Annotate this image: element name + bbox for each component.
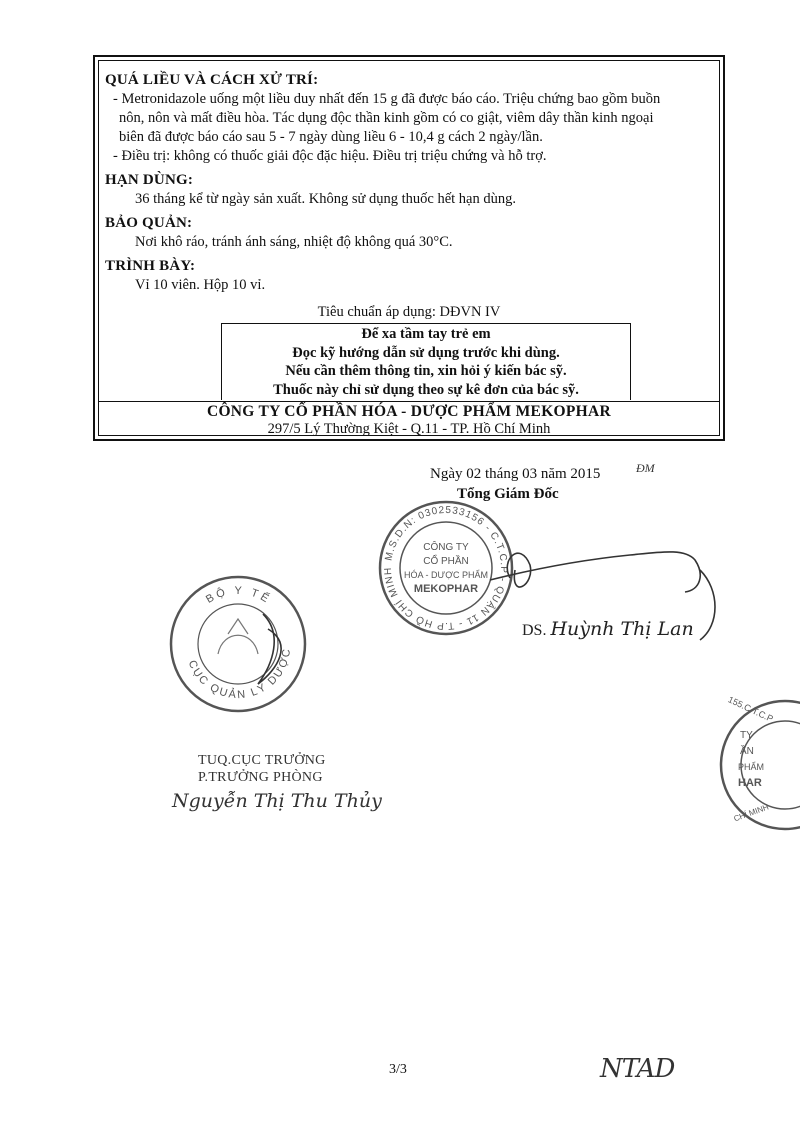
stamp-line-3: HÓA - DƯỢC PHẨM	[404, 570, 488, 580]
corner-initials: NTAD	[600, 1054, 675, 1084]
partial-stamp-line-5: HAR	[738, 777, 762, 789]
overdose-line-2: nôn, nôn và mất điều hòa. Tác dụng độc thần kinh gồm có co giật, viêm dây thần kinh ngoại	[119, 110, 654, 126]
warning-box	[221, 323, 631, 400]
company-stamp-ring: M.S.D.N: 0302533156 - C.T.C.P - QUẬN 11 - T.P HỒ CHÍ MINH	[382, 504, 510, 632]
director-signer	[522, 618, 694, 640]
signer-prefix: DS.	[522, 622, 547, 639]
signer-name: Huỳnh Thị Lan	[550, 618, 694, 640]
packaging-heading: TRÌNH BÀY:	[105, 258, 196, 274]
info-content	[105, 71, 717, 295]
warning-line: Nếu cần thêm thông tin, xin hỏi ý kiến bác sỹ.	[285, 363, 567, 379]
official-line-1: TUQ.CỤC TRƯỞNG	[198, 753, 326, 768]
stamp-line-4: MEKOPHAR	[413, 583, 479, 595]
ministry-stamp-bottom: CỤC QUẢN LÝ DƯỢC	[185, 646, 294, 702]
signature-date: Ngày 02 tháng 03 năm 2015	[430, 466, 601, 482]
overdose-line-1: - Metronidazole uống một liều duy nhất đến 15 g đã được báo cáo. Triệu chứng bao gồm buồn	[113, 91, 661, 107]
partial-stamp-line-4: PHẨM	[738, 762, 765, 772]
company-address: 297/5 Lý Thường Kiệt - Q.11 - TP. Hồ Chí Minh	[267, 421, 551, 437]
ministry-stamp-icon	[168, 574, 308, 714]
applied-standard: Tiêu chuẩn áp dụng: DĐVN IV	[317, 304, 501, 320]
director-signature-icon	[470, 530, 730, 670]
stamp-line-2: CỔ PHẦN	[423, 556, 469, 567]
official-title	[198, 752, 326, 786]
official-signature: Nguyễn Thị Thu Thủy	[172, 790, 382, 812]
partial-stamp-icon	[710, 690, 800, 840]
warning-line: Để xa tầm tay trẻ em	[361, 326, 491, 342]
svg-text:BỘ Y TẾ	[204, 585, 274, 607]
stamp-line-1: CÔNG TY	[423, 542, 469, 553]
partial-stamp-line-2: TY	[740, 730, 753, 741]
date-initials: ĐM	[636, 461, 655, 475]
overdose-heading: QUÁ LIỀU VÀ CÁCH XỬ TRÍ:	[105, 72, 319, 88]
storage-heading: BẢO QUẢN:	[105, 215, 193, 231]
company-band	[99, 401, 719, 438]
partial-stamp-line-1: 155.C.T.C.P	[726, 694, 775, 724]
warning-line: Thuốc này chỉ sử dụng theo sự kê đơn của bác sỹ.	[273, 381, 579, 398]
overdose-line-4: - Điều trị: không có thuốc giải độc đặc hiệu. Điều trị triệu chứng và hỗ trợ.	[113, 148, 547, 164]
ministry-stamp-top: BỘ Y TẾ	[204, 584, 274, 607]
expiry-heading: HẠN DÙNG:	[105, 172, 194, 188]
partial-stamp-line-3: ẦN	[740, 746, 754, 757]
official-line-2: P.TRƯỞNG PHÒNG	[198, 770, 323, 785]
director-title: Tổng Giám Đốc	[457, 486, 559, 502]
packaging-text: Vỉ 10 viên. Hộp 10 vỉ.	[135, 277, 266, 293]
warning-line: Đọc kỹ hướng dẫn sử dụng trước khi dùng.	[292, 344, 560, 361]
overdose-line-3: biên đã được báo cáo sau 5 - 7 ngày dùng liều 6 - 10,4 g cách 2 ngày/lần.	[119, 129, 543, 145]
storage-text: Nơi khô ráo, tránh ánh sáng, nhiệt độ không quá 30°C.	[135, 234, 453, 250]
product-info-box	[93, 55, 725, 441]
expiry-text: 36 tháng kể từ ngày sản xuất. Không sử dụng thuốc hết hạn dùng.	[135, 191, 516, 207]
product-info-inner	[98, 60, 720, 436]
partial-stamp-line-6: CHÍ MINH	[732, 802, 770, 824]
company-name: CÔNG TY CỔ PHẦN HÓA - DƯỢC PHẨM MEKOPHAR	[206, 403, 612, 420]
page-number: 3/3	[389, 1062, 407, 1077]
